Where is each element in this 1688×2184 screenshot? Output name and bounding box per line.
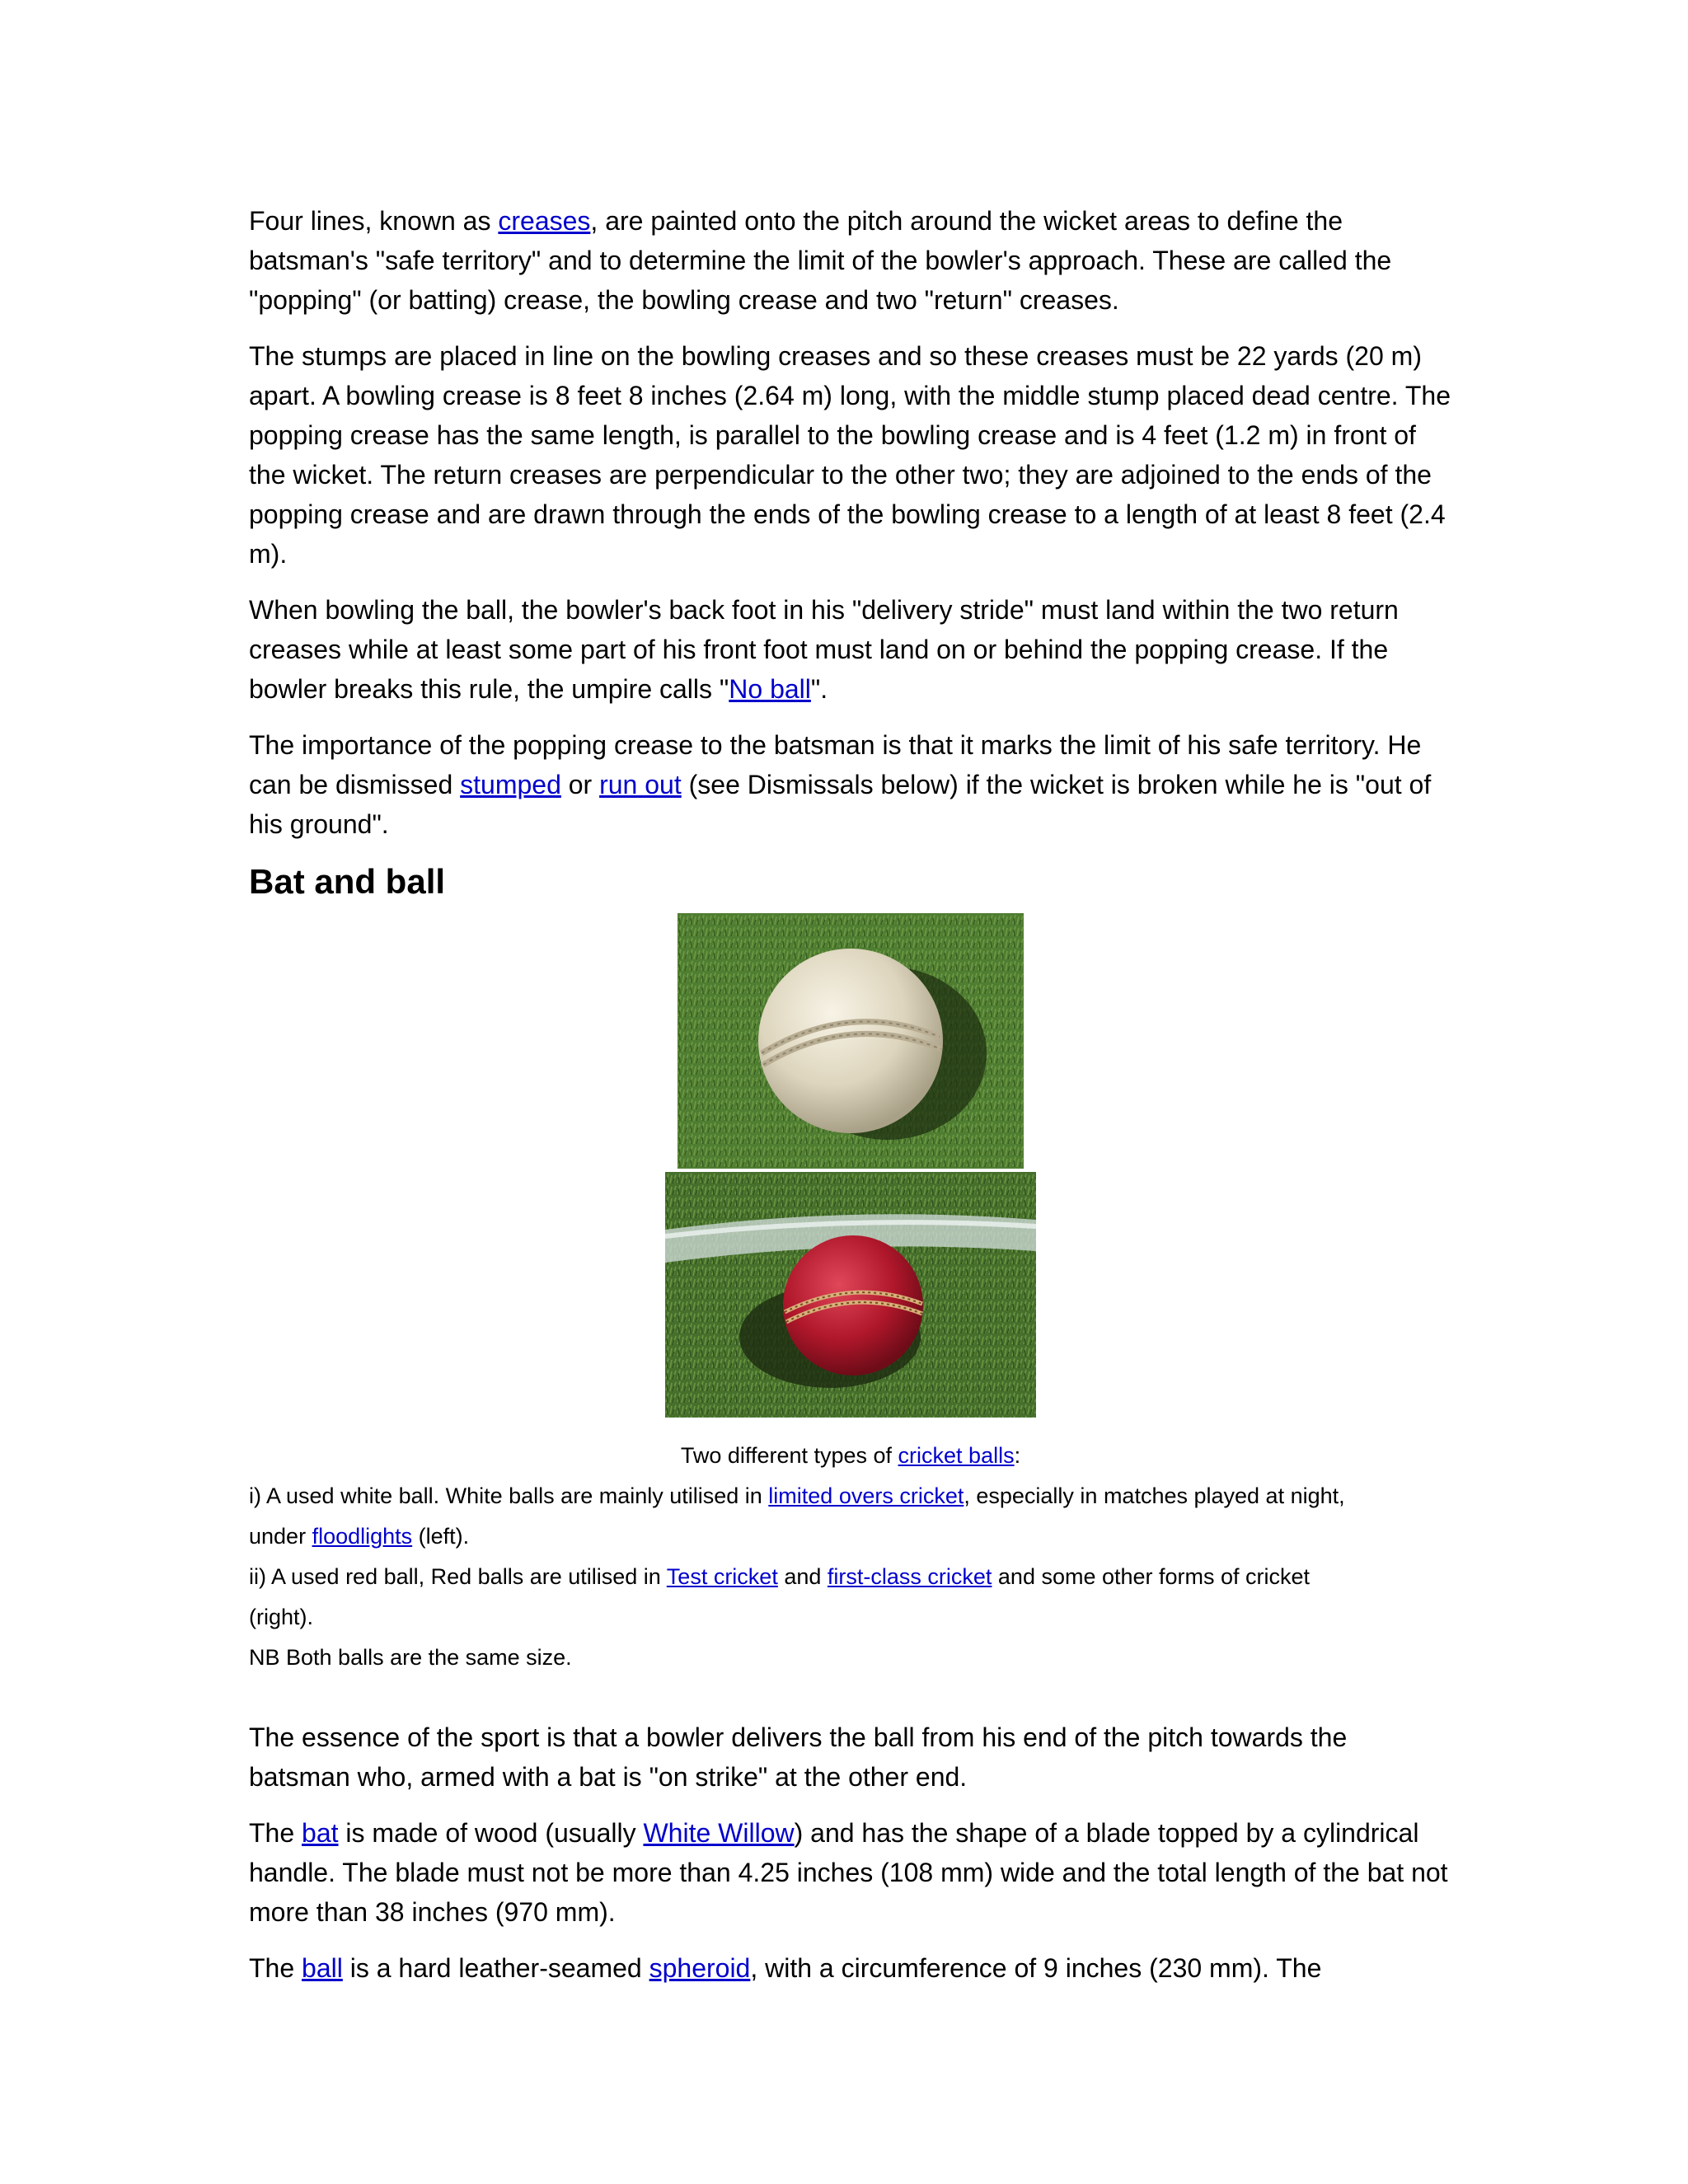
document-page (249, 201, 1452, 2004)
paragraph-stumps (249, 336, 1452, 574)
text-run: ii) A used red ball, Red balls are utilised in (249, 1564, 667, 1589)
text-run: Four lines, known as (249, 206, 499, 236)
text-run: When bowling the ball, the bowler's back foot in his "delivery stride" must land within the two return creases while at least some part of his front foot must land on or behind the popping crease. If the bowler breaks this rule, the umpire calls " (249, 595, 1399, 704)
link-first-class-cricket[interactable]: first-class cricket (827, 1564, 992, 1589)
figure-caption-details (249, 1476, 1452, 1678)
white-ball-image (678, 913, 1024, 1169)
link-run-out[interactable]: run out (599, 770, 682, 799)
text-run: and (777, 1564, 828, 1589)
text-run: , especially in matches played at night, (964, 1483, 1345, 1508)
text-run: The stumps are placed in line on the bowling creases and so these creases must be 22 yards (20 m) apart. A bowling crease is 8 feet 8 inches (2.64 m) long, with the middle stump placed dead centre. The popping crease has the same length, is parallel to the bowling crease and is 4 feet (1.2 m) in front of the wicket. The return creases are perpendicular to the other two; they are adjoined to the ends of the popping crease and are drawn through the ends of the bowling crease to a length of at least 8 feet (2.4 m). (249, 341, 1451, 569)
text-run: Two different types of (680, 1443, 898, 1468)
red-ball-photo (665, 1172, 1036, 1418)
link-creases[interactable]: creases (498, 206, 591, 236)
section-heading-bat-and-ball: Bat and ball (249, 862, 446, 901)
text-run: is made of wood (usually (338, 1818, 644, 1848)
link-floodlights[interactable]: floodlights (312, 1524, 413, 1549)
text-run: The (249, 1953, 302, 1983)
caption-line-floodlights (249, 1516, 1452, 1557)
link-no-ball[interactable]: No ball (729, 674, 811, 704)
link-white-willow[interactable]: White Willow (643, 1818, 795, 1848)
link-ball[interactable]: ball (302, 1953, 343, 1983)
text-run: , are painted onto the pitch around the wicket areas to define the batsman's "safe territory" and to determine the limit of the bowler's approach. These are called the "popping" (or batting) crease, the bowling crease and two "return" creases. (249, 206, 1392, 315)
caption-line-right: (right). (249, 1605, 314, 1629)
paragraph-ball (249, 1948, 1452, 1988)
red-ball-image (665, 1172, 1036, 1418)
text-run: , with a circumference of 9 inches (230 mm). The (750, 1953, 1322, 1983)
caption-line-same-size: NB Both balls are the same size. (249, 1645, 572, 1670)
link-bat[interactable]: bat (302, 1818, 339, 1848)
text-run: or (560, 770, 600, 799)
text-run: (left). (412, 1524, 470, 1549)
link-spheroid[interactable]: spheroid (649, 1953, 751, 1983)
white-ball-photo (678, 913, 1024, 1169)
paragraph-creases (249, 201, 1452, 320)
link-stumped[interactable]: stumped (460, 770, 561, 799)
figure-caption-title (249, 1436, 1452, 1476)
text-run: under (249, 1524, 312, 1549)
text-run: : (1014, 1443, 1021, 1468)
text-run: The importance of the popping crease to the batsman is that it marks the limit of his safe territory. He can be dismissed (249, 730, 1422, 799)
caption-line-white-ball (249, 1476, 1452, 1516)
text-run: ) and has the shape of a blade topped by a cylindrical handle. The blade must not be more than 4.25 inches (108 mm) wide and the total length of the bat not more than 38 inches (970 mm). (249, 1818, 1448, 1927)
paragraph-essence (249, 1718, 1452, 1797)
paragraph-bat (249, 1813, 1452, 1932)
paragraph-bowling (249, 590, 1452, 709)
text-run: (see Dismissals below) if the wicket is broken while he is "out of his ground". (249, 770, 1432, 839)
caption-line-red-ball (249, 1557, 1452, 1597)
link-test-cricket[interactable]: Test cricket (666, 1564, 778, 1589)
link-limited-overs-cricket[interactable]: limited overs cricket (768, 1483, 964, 1508)
text-run: The essence of the sport is that a bowler delivers the ball from his end of the pitch towards the batsman who, armed with a bat is "on strike" at the other end. (249, 1722, 1348, 1792)
text-run: ". (810, 674, 828, 704)
text-run: is a hard leather-seamed (342, 1953, 649, 1983)
paragraph-popping-crease (249, 725, 1452, 844)
cricket-balls-figure (249, 913, 1452, 1418)
text-run: and some other forms of cricket (992, 1564, 1311, 1589)
text-run: i) A used white ball. White balls are mainly utilised in (249, 1483, 769, 1508)
text-run: The (249, 1818, 302, 1848)
link-cricket-balls[interactable]: cricket balls (898, 1443, 1015, 1468)
